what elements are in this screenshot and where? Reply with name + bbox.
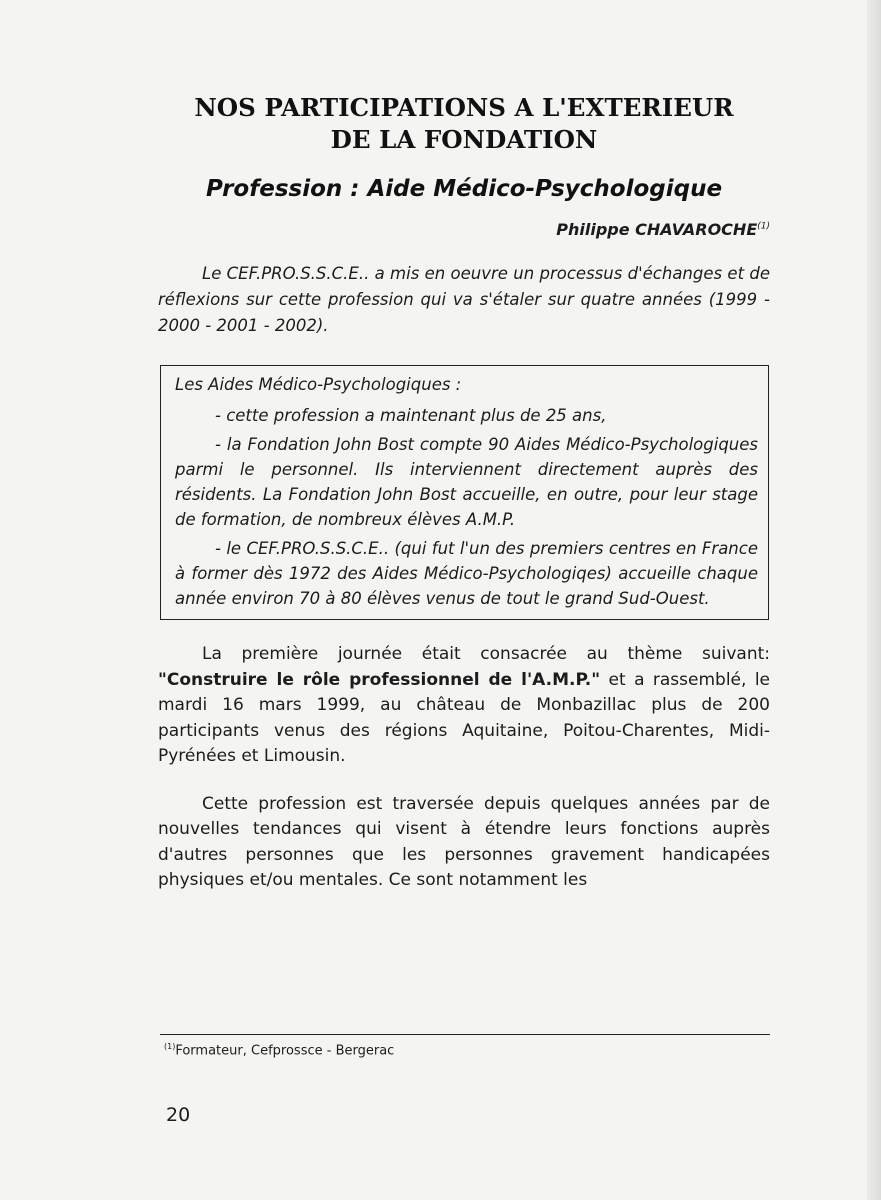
page-number: 20: [166, 1104, 191, 1126]
footnote-divider: [160, 1034, 770, 1035]
body-paragraph-2: Cette profession est traversée depuis quelques années par de nouvelles tendances qui visent à étendre leurs fonctions auprès d'autres personnes que les personnes gravement handicapées physiques et/ou mentales. Ce sont notamment les: [158, 793, 770, 890]
page-title-line2: DE LA FONDATION: [330, 125, 598, 154]
info-box-item: - la Fondation John Bost compte 90 Aides Médico-Psychologiques parmi le personnel. Ils interviennent directement auprès des résidents. La Fondation John Bost accueille, en outre, pour leur stage de formation, de nombreux élèves A.M.P.: [175, 435, 758, 529]
page-title: [158, 92, 770, 156]
page-edge: [867, 0, 881, 1200]
body-paragraph-1-start: La première journée était consacrée au thème suivant:: [202, 644, 770, 664]
info-box-item: - cette profession a maintenant plus de 25 ans,: [215, 406, 607, 425]
footnote-text: Formateur, Cefprossce - Bergerac: [175, 1043, 395, 1059]
info-box: [160, 365, 769, 620]
author-line: [158, 220, 770, 239]
body-paragraph-1: [158, 642, 770, 770]
page-title-line1: NOS PARTICIPATIONS A L'EXTERIEUR: [194, 93, 734, 122]
footnote-mark: (1): [164, 1042, 176, 1051]
intro-paragraph: Le CEF.PRO.S.S.C.E.. a mis en oeuvre un processus d'échanges et de réflexions sur cette profession qui va s'étaler sur quatre années (1999 - 2000 - 2001 - 2002).: [158, 264, 770, 335]
author-name: Philippe CHAVAROCHE: [556, 220, 758, 239]
article: [158, 92, 770, 894]
author-footnote-mark: (1): [757, 221, 770, 232]
theme-title: "Construire le rôle professionnel de l'A.M.P.": [158, 669, 601, 690]
info-box-lead: Les Aides Médico-Psychologiques :: [175, 375, 462, 394]
footnote: [164, 1042, 394, 1058]
info-box-item: - le CEF.PRO.S.S.C.E.. (qui fut l'un des premiers centres en France à former dès 1972 des Aides Médico-Psychologiqes) accueille chaque année environ 70 à 80 élèves venus de tout le grand Sud-Ouest.: [175, 539, 758, 608]
article-subtitle: Profession : Aide Médico-Psychologique: [205, 176, 723, 202]
body-paragraph-1-end: et a rassemblé, le mardi 16 mars 1999, au château de Monbazillac plus de 200 participants venus des régions Aquitaine, Poitou-Charentes, Midi-Pyrénées et Limousin.: [158, 669, 771, 766]
